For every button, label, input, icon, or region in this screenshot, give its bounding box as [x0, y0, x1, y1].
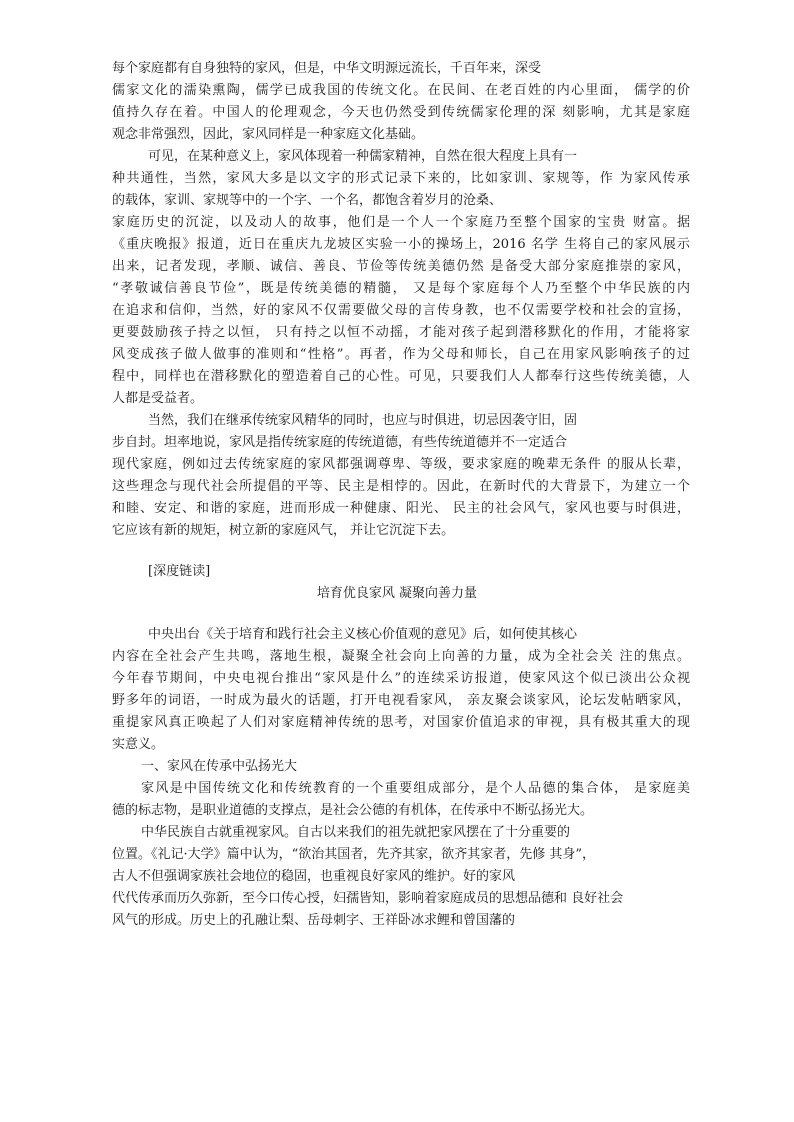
paragraph-line: 人都是受益者。	[112, 391, 204, 406]
paragraph-line: 代代传承而历久弥新，至今口传心授，妇孺皆知，影响着家庭成员的思想品德和 良好社会	[112, 891, 624, 906]
paragraph-line: 现代家庭，例如过去传统家庭的家风都强调尊卑、等级，要求家庭的晚辈无条件 的服从长辈，	[112, 457, 690, 472]
paragraph-line: 这些理念与现代社会所提倡的平等、民主是相悖的。因此，在新时代的大背景下，为建立一个	[112, 479, 690, 494]
paragraph-line: 出来，记者发现，孝顺、诚信、善良、节俭等传统美德仍然 是备受大部分家庭推崇的家风，	[112, 259, 690, 274]
paragraph-line: 种共通性，当然，家风大多是以文字的形式记录下来的，比如家训、家规等，作 为家风传承	[112, 171, 690, 186]
paragraph-line: 它应该有新的规矩，树立新的家庭风气， 并让它沉淀下去。	[112, 523, 455, 538]
paragraph-line: 中华民族自古就重视家风。自古以来我们的祖先就把家风摆在了十分重要的	[141, 825, 571, 840]
paragraph-line: 重提家风真正唤起了人们对家庭精神传统的思考，对国家价值追求的审视，具有极其重大的现	[112, 715, 690, 730]
paragraph-line: 家风是中国传统文化和传统教育的一个重要组成部分，是个人品德的集合体， 是家庭美	[141, 781, 690, 796]
paragraph-line: 值持久存在着。中国人的伦理观念，今天也仍然受到传统儒家伦理的深 刻影响，尤其是家庭	[112, 105, 690, 120]
paragraph-line: 野多年的词语，一时成为最火的话题，打开电视看家风， 亲友聚会谈家风，论坛发帖晒家风，	[112, 693, 690, 708]
paragraph-line: 今年春节期间，中央电视台推出“家风是什么”的连续采访报道，使家风这个似已淡出公众视	[112, 671, 690, 686]
paragraph-line: 《重庆晚报》报道，近日在重庆九龙坡区实验一小的操场上，2016 名学 生将自己的家风展示	[112, 237, 690, 252]
paragraph-line: 内容在全社会产生共鸣，落地生根，凝聚全社会向上向善的力量，成为全社会关 注的焦点。	[112, 649, 690, 664]
paragraph-line: 每个家庭都有自身独特的家风，但是，中华文明源远流长，千百年来，深受	[112, 61, 542, 76]
paragraph-line: 可见，在某种意义上，家风体现着一种儒家精神，自然在很大程度上具有一	[148, 149, 578, 164]
paragraph-line: 当然，我们在继承传统家风精华的同时，也应与时俱进，切忌因袭守旧，固	[148, 413, 578, 428]
paragraph-line: 古人不但强调家族社会地位的稳固，也重视良好家风的维护。好的家风	[112, 869, 516, 884]
paragraph-line: 家庭历史的沉淀，以及动人的故事，他们是一个人一个家庭乃至整个国家的宝贵 财富。据	[112, 215, 690, 230]
paragraph-line: 位置。《礼记·大学》篇中认为，“欲治其国者，先齐其家，欲齐其家者，先修 其身”，	[112, 847, 596, 862]
paragraph-line: 儒家文化的濡染熏陶，儒学已成我国的传统文化。在民间、在老百姓的内心里面， 儒学的价	[112, 83, 690, 98]
paragraph-line: 实意义。	[112, 737, 165, 752]
paragraph-line: 步自封。坦率地说，家风是指传统家庭的传统道德，有些传统道德并不一定适合	[112, 435, 568, 450]
paragraph-line: 风变成孩子做人做事的准则和“性格”。再者，作为父母和师长，自己在用家风影响孩子的过	[112, 347, 690, 362]
paragraph-line: 在追求和信仰，当然，好的家风不仅需要做父母的言传身教，也不仅需要学校和社会的宣扬，	[112, 303, 690, 318]
paragraph-line: “孝敬诚信善良节俭”，既是传统美德的精髓， 又是每个家庭每个人乃至整个中华民族的内	[112, 281, 690, 296]
paragraph-line: 德的标志物，是职业道德的支撑点，是社会公德的有机体，在传承中不断弘扬光大。	[112, 803, 594, 818]
paragraph-line: 观念非常强烈，因此，家风同样是一种家庭文化基础。	[112, 127, 425, 142]
paragraph-line: 的载体，家训、家规等中的一个字、一个名，都饱含着岁月的沧桑、	[112, 193, 503, 208]
paragraph-line: 风气的形成。历史上的孔融让梨、岳母刺字、王祥卧冰求鲤和曾国藩的	[112, 913, 516, 928]
paragraph-line: 和睦、安定、和谐的家庭，进而形成一种健康、阳光、 民主的社会风气，家风也要与时俱进，	[112, 501, 690, 516]
article-title: 培育优良家风 凝聚向善力量	[316, 586, 478, 601]
paragraph-line: 更要鼓励孩子持之以恒， 只有持之以恒不动摇，才能对孩子起到潜移默化的作用，才能将家	[112, 325, 690, 340]
paragraph-line: 中央出台《关于培育和践行社会主义核心价值观的意见》后，如何使其核心	[148, 627, 578, 642]
paragraph-line: 程中，同样也在潜移默化的塑造着自己的心性。可见，只要我们人人都奉行这些传统美德，人	[112, 369, 690, 384]
subheading: 一、家风在传承中弘扬光大	[141, 759, 298, 774]
section-label: [深度链读]	[148, 564, 211, 579]
